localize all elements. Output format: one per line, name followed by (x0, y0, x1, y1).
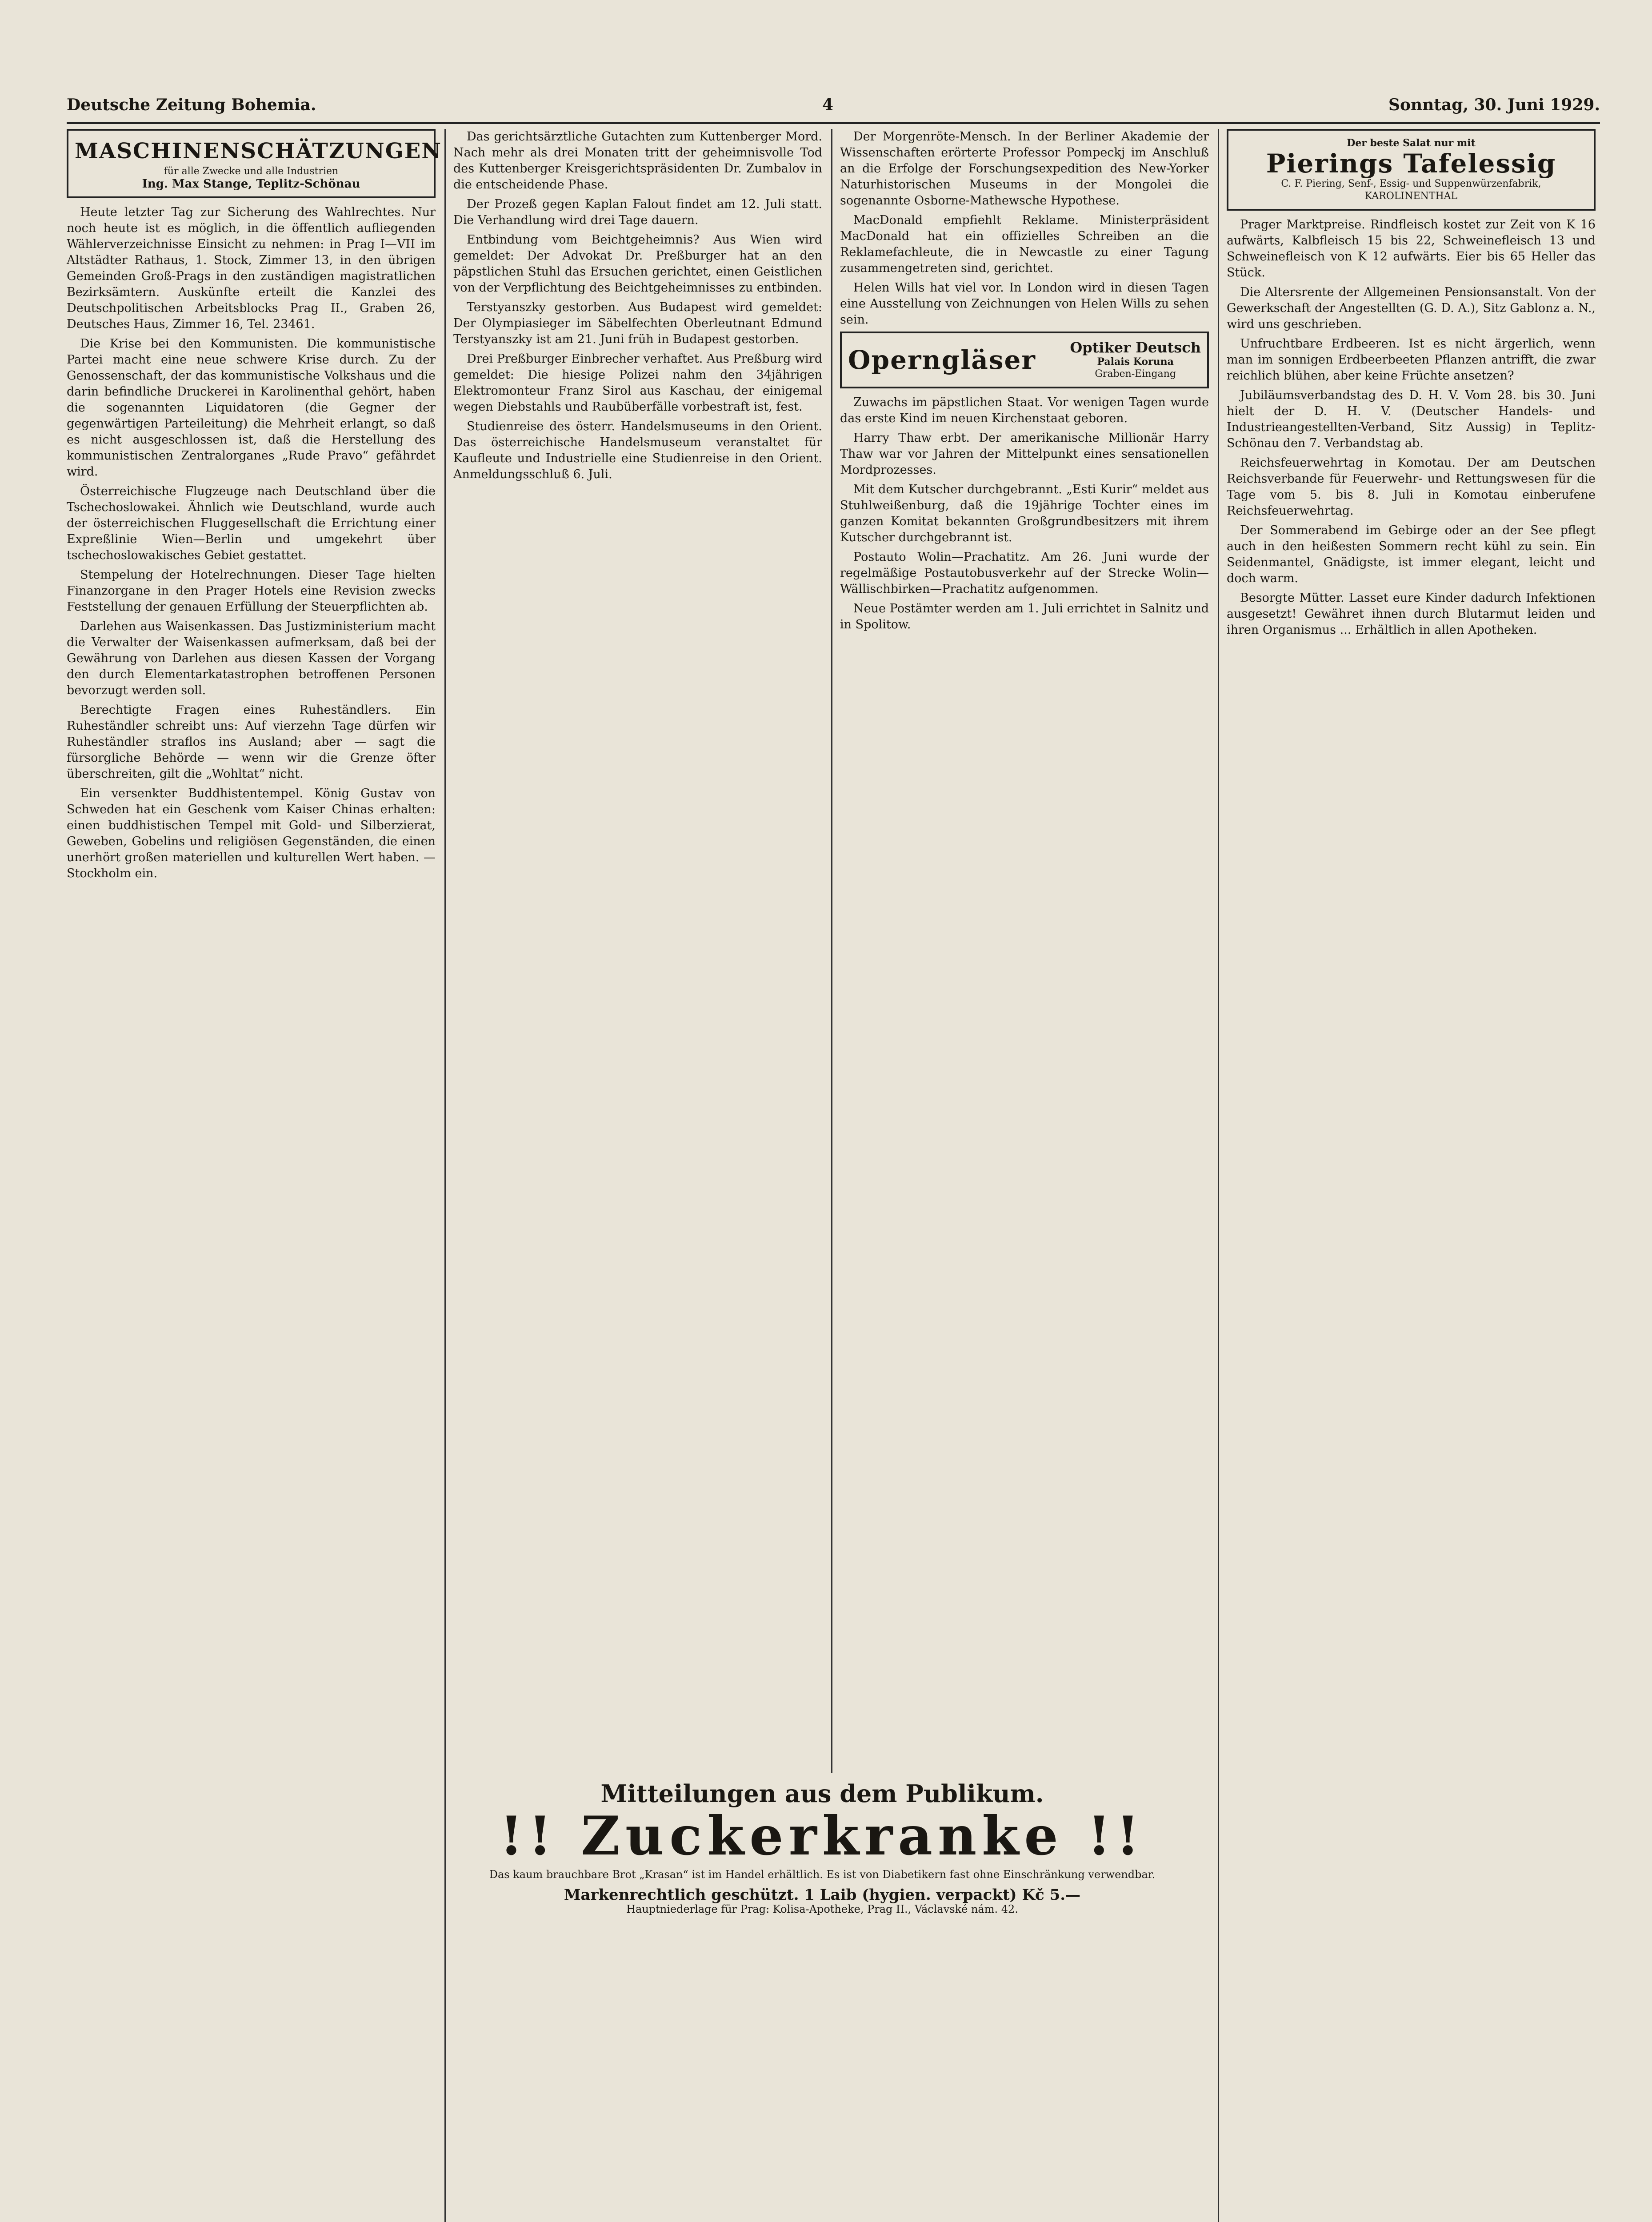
article: Terstyanszky gestorben. Aus Budapest wird gemeldet: Der Olympiasieger im Säbelfechten Oberleutnant Edmund Terstyanszky ist am 21. Juni früh in Budapest gestorben. (453, 300, 822, 346)
ad-name: Ing. Max Stange, Teplitz-Schönau (142, 177, 360, 191)
column-2 (453, 129, 822, 486)
ad-pierings-tafelessig (1227, 129, 1596, 211)
column-4 (1227, 129, 1596, 642)
article: Mit dem Kutscher durchgebrannt. „Esti Kurir“ meldet aus Stuhlweißenburg, daß die 19jährige Tochter eines im ganzen Komitat bekannten Großgrundbesitzers mit ihrem Kutscher durchgebrannt ist. (840, 483, 1209, 544)
article: Der Sommerabend im Gebirge oder an der See pflegt auch in den heißesten Sommern recht kühl zu sein. Ein Seidenmantel, Gnädigste, ist immer elegant, leicht und doch warm. (1227, 524, 1596, 585)
article: Prager Marktpreise. Rindfleisch kostet zur Zeit von K 16 aufwärts, Kalbfleisch 15 bis 22, Schweinefleisch 13 und Schweinefleisch von K 12 aufwärts. Eier bis 65 Heller das Stück. (1227, 218, 1596, 280)
article: Besorgte Mütter. Lasset eure Kinder dadurch Infektionen ausgesetzt! Gewähret ihnen durch Blutarmut leiden und ihren Organismus ... Erhältlich in allen Apotheken. (1227, 591, 1596, 637)
article: Der Morgenröte-Mensch. In der Berliner Akademie der Wissenschaften erörterte Professor Pompeckj im Anschluß an die Erfolge der Forschungsexpedition des New-Yorker Naturhistorischen Museums in der Mongolei die sogenannte Osborne-Mathewsche Hypothese. (840, 130, 1209, 208)
article: Jubiläumsverbandstag des D. H. V. Vom 28. bis 30. Juni hielt der D. H. V. (Deutscher Handels- und Industrieangestellten-Verband, Sitz Aussig) in Teplitz-Schönau den 7. Verbandstag ab. (1227, 388, 1596, 450)
page-header (67, 96, 1600, 124)
article: Ein versenkter Buddhistentempel. König Gustav von Schweden hat ein Geschenk vom Kaiser Chinas erhalten: einen buddhistischen Tempel mit Gold- und Silberzierat, Geweben, Gobelins und religiösen Gegenständen, die einen unerhört großen materiellen und kulturellen Wert haben. — Stockholm ein. (67, 787, 436, 880)
article: Entbindung vom Beichtgeheimnis? Aus Wien wird gemeldet: Der Advokat Dr. Preßburger hat an den päpstlichen Stuhl das Ersuchen gerichtet, einen Geistlichen von der Verpflichtung des Beichtgeheimnisses zu entbinden. (453, 233, 822, 295)
column-divider (831, 129, 832, 1773)
ad-line2: Palais Koruna (1097, 356, 1174, 368)
article: Unfruchtbare Erdbeeren. Ist es nicht ärgerlich, wenn man im sonnigen Erdbeerbeeten Pflanzen antrifft, die zwar reichlich blühen, aber keine Früchte ansetzen? (1227, 337, 1596, 383)
ad-title: Operngläser (848, 345, 1036, 375)
article: Der Prozeß gegen Kaplan Falout findet am 12. Juli statt. Die Verhandlung wird drei Tage dauern. (453, 197, 822, 227)
ad-top: Der beste Salat nur mit (1347, 137, 1476, 149)
notice-title: Mitteilungen aus dem Publikum. (600, 1779, 1044, 1808)
ad-title: Pierings Tafelessig (1266, 148, 1556, 179)
ad-subtitle: für alle Zwecke und alle Industrien (164, 166, 339, 177)
header-paper-name: Deutsche Zeitung Bohemia. (67, 96, 316, 114)
ad-maschinenschaetzungen (67, 129, 442, 198)
article: Darlehen aus Waisenkassen. Das Justizministerium macht die Verwalter der Waisenkassen aufmerksam, daß bei der Gewährung von Darlehen aus diesen Kassen der Vorgang den durch Elementarkatastrophen betroffenen Personen bevorzugt werden soll. (67, 619, 436, 697)
article: Die Krise bei den Kommunisten. Die kommunistische Partei macht eine neue schwere Krise durch. Zu der Genossenschaft, der das kommunistische Volkshaus und die darin befindliche Druckerei in Karolinenthal gehört, haben die sogenannten Liquidatoren (die Gegner der gegenwärtigen Parteileitung) die Mehrheit erlangt, so daß es nicht ausgeschlossen ist, daß die Herstellung des kommunistischen Zentralorganes „Rude Pravo“ gefährdet wird. (67, 337, 436, 479)
ad-line3: Graben-Eingang (1095, 368, 1176, 380)
article: Heute letzter Tag zur Sicherung des Wahlrechtes. Nur noch heute ist es möglich, in die öffentlich aufliegenden Wählerverzeichnisse Einsicht zu nehmen: in Prag I—VII im Altstädter Rathaus, 1. Stock, Zimmer 13, in den übrigen Gemeinden Groß-Prags in den zuständigen magistratlichen Bezirksämtern. Auskünfte erteilt die Kanzlei des Deutschpolitischen Arbeitsblocks Prag II., Graben 26, Deutsches Haus, Zimmer 16, Tel. 23461. (67, 205, 436, 331)
article: Die Altersrente der Allgemeinen Pensionsanstalt. Von der Gewerkschaft der Angestellten (G. D. A.), Sitz Gablonz a. N., wird uns geschrieben. (1227, 285, 1596, 331)
article: Österreichische Flugzeuge nach Deutschland über die Tschechoslowakei. Ähnlich wie Deutschland, wurde auch der österreichischen Fluggesellschaft die Errichtung einer Expreßlinie Wien—Berlin und umgekehrt über tschechoslowakisches Gebiet gestattet. (67, 484, 436, 562)
column-1 (67, 129, 442, 885)
header-page-number: 4 (822, 96, 834, 114)
article: Neue Postämter werden am 1. Juli errichtet in Salnitz und in Spolitow. (840, 602, 1209, 631)
article: Reichsfeuerwehrtag in Komotau. Der am Deutschen Reichsverbande für Feuerwehr- und Rettungswesen für die Tage vom 5. bis 8. Juli in Komotau einberufene Reichsfeuerwehrtag. (1227, 456, 1596, 518)
column-divider (1218, 129, 1219, 2222)
ad-operngläser (840, 332, 1209, 388)
header-date: Sonntag, 30. Juni 1929. (1388, 96, 1600, 114)
article: Stempelung der Hotelrechnungen. Dieser Tage hielten Finanzorgane in den Prager Hotels eine Revision zwecks Feststellung der genauen Erfüllung der Steuerpflichten ab. (67, 568, 436, 614)
article: Studienreise des österr. Handelsmuseums in den Orient. Das österreichische Handelsmuseum veranstaltet für Kaufleute und Industrielle eine Studienreise in den Orient. Anmeldungsschluß 6. Juli. (453, 420, 822, 481)
article: Das gerichtsärztliche Gutachten zum Kuttenberger Mord. Nach mehr als drei Monaten tritt der geheimnisvolle Tod des Kuttenberger Kreisgerichtspräsidenten Dr. Zumbalov in die entscheidende Phase. (453, 130, 822, 192)
ad-name: Optiker Deutsch (1070, 339, 1201, 356)
article: Zuwachs im päpstlichen Staat. Vor wenigen Tagen wurde das erste Kind im neuen Kirchenstaat geboren. (840, 396, 1209, 425)
article: Drei Preßburger Einbrecher verhaftet. Aus Preßburg wird gemeldet: Die hiesige Polizei nahm den 34jährigen Elektromonteur Franz Sirol aus Kaschau, der einigemal wegen Diebstahls und Raubüberfälle vorbestraft ist, fest. (453, 352, 822, 414)
ad-name: C. F. Piering, Senf-, Essig- und Suppenwürzenfabrik, KAROLINENTHAL (1281, 178, 1541, 202)
public-notice (444, 1779, 1200, 1916)
article: MacDonald empfiehlt Reklame. Ministerpräsident MacDonald hat ein offizielles Schreiben an die Reklamefachleute, die in Newcastle zu einer Tagung zusammengetreten sind, gerichtet. (840, 213, 1209, 275)
article: Helen Wills hat viel vor. In London wird in diesen Tagen eine Ausstellung von Zeichnungen von Helen Wills zu sehen sein. (840, 281, 1209, 327)
article: Postauto Wolin—Prachatitz. Am 26. Juni wurde der regelmäßige Postautobusverkehr auf der Strecke Wolin—Wällischbirken—Prachatitz aufgenommen. (840, 550, 1209, 596)
notice-headline: !! Zuckerkranke !! (500, 1805, 1145, 1867)
notice-order: Markenrechtlich geschützt. 1 Laib (hygien. verpackt) Kč 5.— (564, 1886, 1081, 1904)
article: Berechtigte Fragen eines Ruheständlers. Ein Ruheständler schreibt uns: Auf vierzehn Tage dürfen wir Ruheständler straflos ins Ausland; aber — sagt die fürsorgliche Behörde — wenn wir die Grenze öfter überschreiten, gilt die „Wohltat“ nicht. (67, 703, 436, 781)
ad-title: MASCHINENSCHÄTZUNGEN (75, 139, 442, 164)
article: Harry Thaw erbt. Der amerikanische Millionär Harry Thaw war vor Jahren der Mittelpunkt eines sensationellen Mordprozesses. (840, 431, 1209, 477)
column-3 (840, 129, 1209, 636)
notice-body: Das kaum brauchbare Brot „Krasan“ ist im Handel erhältlich. Es ist von Diabetikern fast ohne Einschränkung verwendbar. (489, 1868, 1156, 1881)
notice-depot: Hauptniederlage für Prag: Kolisa-Apotheke, Prag II., Václavské nám. 42. (626, 1903, 1018, 1915)
